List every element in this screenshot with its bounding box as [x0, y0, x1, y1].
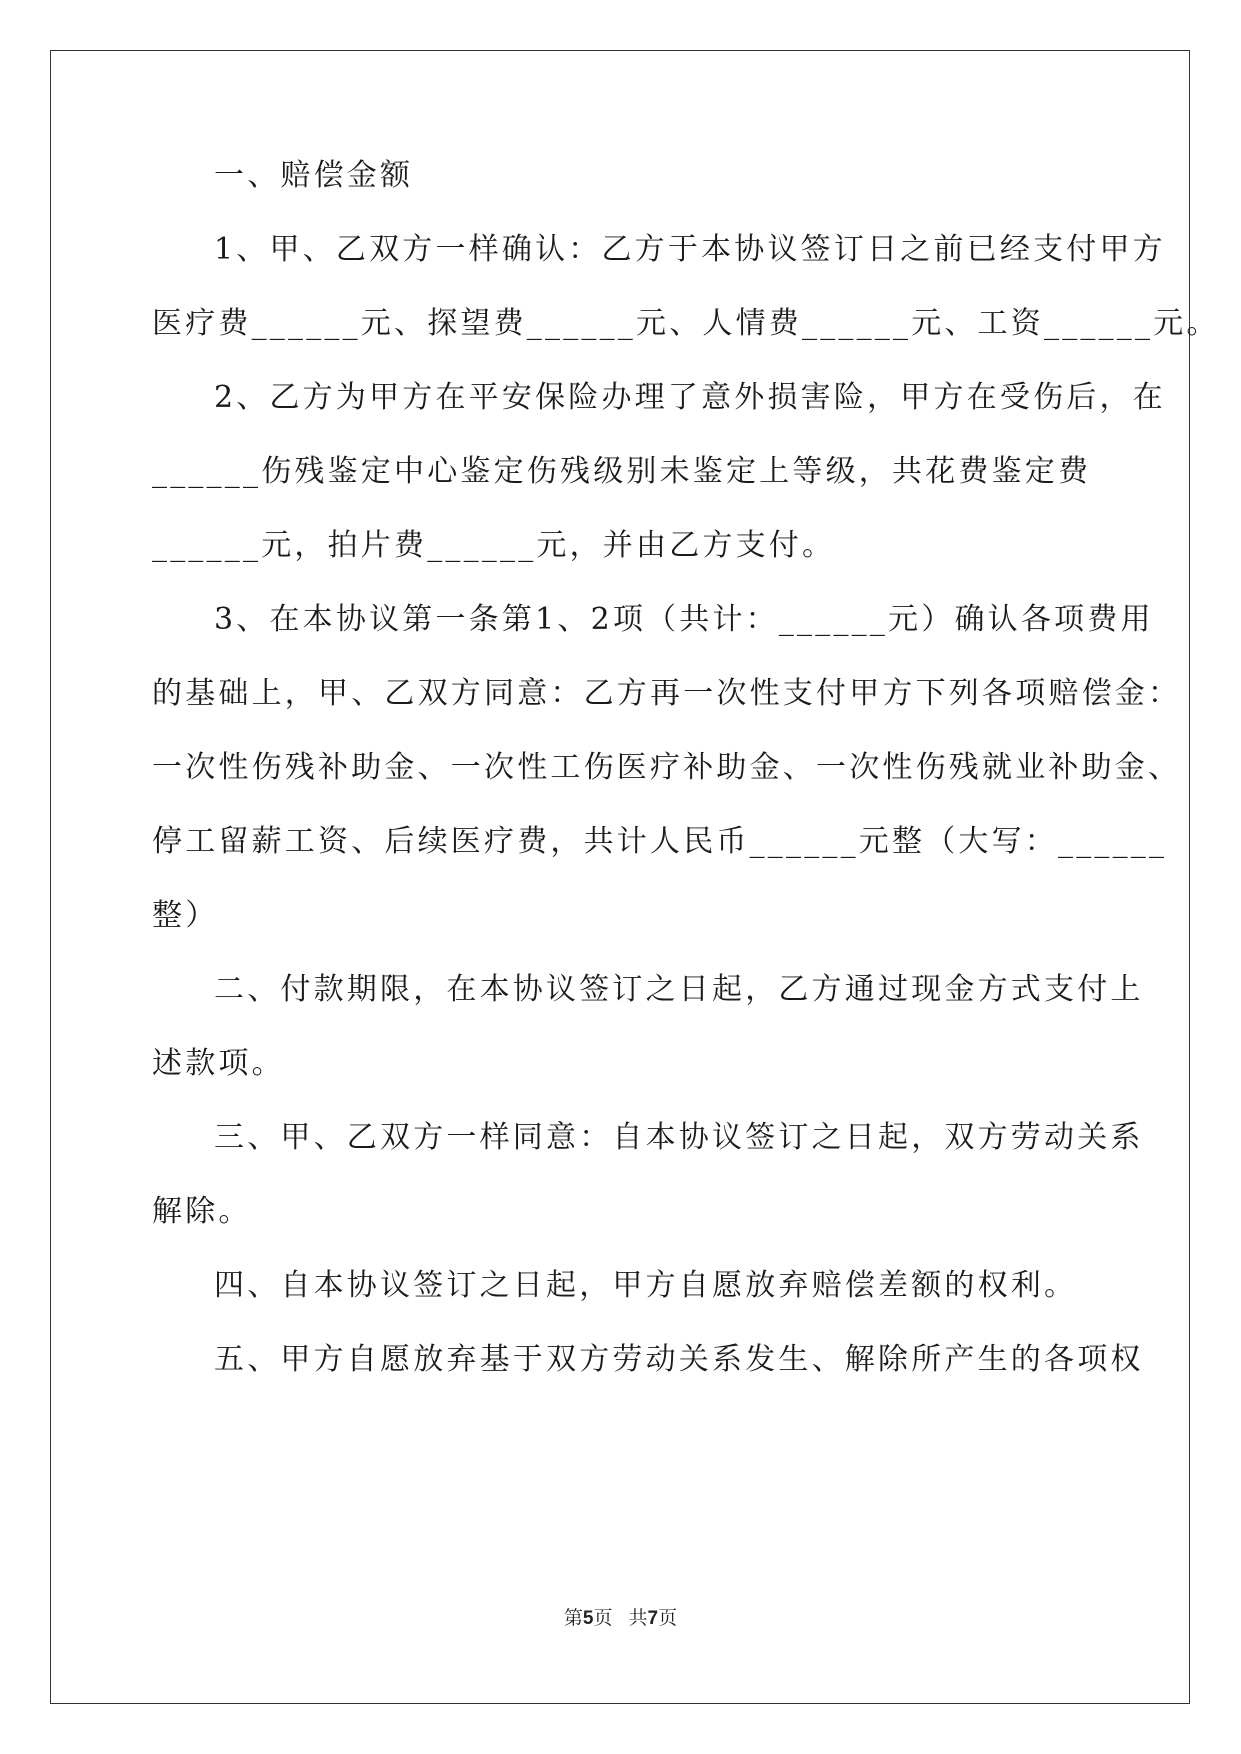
paragraph-line: 1、甲、乙双方一样确认：乙方于本协议签订日之前已经支付甲方 — [214, 232, 1166, 267]
paragraph-line: 医疗费______元、探望费______元、人情费______元、工资______元。 — [152, 306, 1220, 341]
paragraph-line: 整） — [152, 898, 219, 933]
total-label-prefix: 共 — [628, 1607, 648, 1629]
section-payment-deadline: 二、付款期限，在本协议签订之日起，乙方通过现金方式支付上 — [214, 972, 1144, 1007]
section-termination: 三、甲、乙双方一样同意：自本协议签订之日起，双方劳动关系 — [214, 1120, 1144, 1155]
paragraph-line: ______元，拍片费______元，并由乙方支付。 — [152, 528, 836, 563]
page-border — [50, 50, 1190, 1704]
page-label-prefix: 第 — [563, 1607, 583, 1629]
paragraph-line: 解除。 — [152, 1194, 252, 1229]
paragraph-line: 3、在本协议第一条第1、2项（共计：______元）确认各项费用 — [214, 602, 1154, 637]
paragraph-line: 停工留薪工资、后续医疗费，共计人民币______元整（大写：______ — [152, 824, 1168, 859]
section-waiver-rights: 五、甲方自愿放弃基于双方劳动关系发生、解除所产生的各项权 — [214, 1342, 1144, 1377]
paragraph-line: 2、乙方为甲方在平安保险办理了意外损害险，甲方在受伤后，在 — [214, 380, 1166, 415]
section-heading-compensation: 一、赔偿金额 — [214, 158, 414, 193]
paragraph-line: ______伤残鉴定中心鉴定伤残级别未鉴定上等级，共花费鉴定费 — [152, 454, 1092, 489]
total-label-suffix: 页 — [658, 1607, 678, 1629]
page-number: 5 — [582, 1608, 594, 1629]
section-waiver-difference: 四、自本协议签订之日起，甲方自愿放弃赔偿差额的权利。 — [214, 1268, 1078, 1303]
paragraph-line: 的基础上，甲、乙双方同意：乙方再一次性支付甲方下列各项赔偿金： — [152, 676, 1182, 711]
total-pages: 7 — [647, 1608, 659, 1629]
paragraph-line: 述款项。 — [152, 1046, 285, 1081]
page-footer — [0, 1606, 1241, 1631]
paragraph-line: 一次性伤残补助金、一次性工伤医疗补助金、一次性伤残就业补助金、 — [152, 750, 1182, 785]
page-label-suffix: 页 — [593, 1607, 613, 1629]
